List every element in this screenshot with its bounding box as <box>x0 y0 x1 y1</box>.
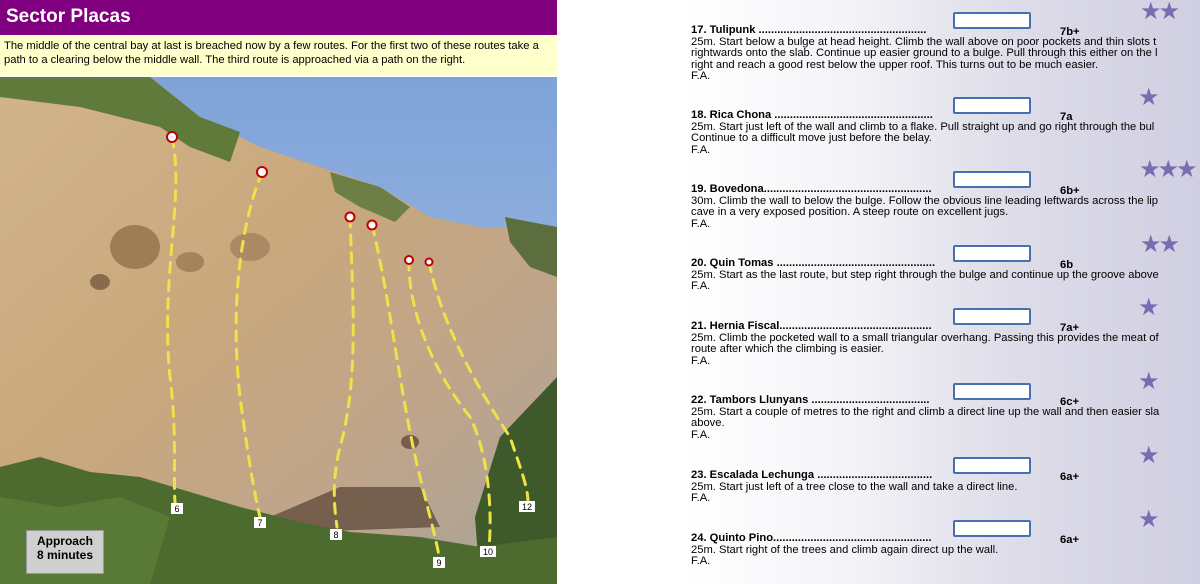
route-entry <box>691 258 1200 293</box>
anchor-marker <box>167 132 177 142</box>
route-entry <box>691 321 1200 367</box>
route-fa: F.A. <box>691 428 711 441</box>
sector-title-bar <box>0 0 557 35</box>
route-fa: F.A. <box>691 354 711 367</box>
route-entry <box>691 25 1200 83</box>
route-entry <box>691 533 1200 568</box>
route-description: 30m. Climb the wall to below the bulge. Follow the obvious line leading leftwards across the lip cave in a very exposed position. A steep route on excellent jugs. <box>691 194 1159 218</box>
route-grade: 6a+ <box>1060 471 1079 483</box>
route-number-label: 12 <box>521 502 533 512</box>
route-heading: 20. Quin Tomas ................................................... <box>691 258 936 269</box>
topo-panel <box>0 0 557 584</box>
route-grade: 6b+ <box>1060 185 1080 197</box>
approach-time: 8 minutes <box>36 548 93 562</box>
tick-box[interactable] <box>953 520 1031 537</box>
anchor-marker <box>426 259 433 266</box>
anchor-marker <box>257 167 267 177</box>
route-heading: 23. Escalada Lechunga ..................................... <box>691 470 933 481</box>
route-grade: 6a+ <box>1060 534 1079 546</box>
star-rating-icon: ★★★ <box>1139 156 1195 183</box>
star-rating-icon: ★ <box>1138 368 1157 395</box>
sector-title: Sector Placas <box>6 6 131 27</box>
route-heading: 17. Tulipunk ...................................................... <box>691 25 927 36</box>
route-fa: F.A. <box>691 217 711 230</box>
tick-box[interactable] <box>953 97 1031 114</box>
route-description: 25m. Start right of the trees and climb again direct up the wall. <box>691 543 999 556</box>
star-rating-icon: ★★ <box>1140 231 1178 258</box>
tick-box[interactable] <box>953 457 1031 474</box>
route-number-label: 9 <box>436 558 442 568</box>
route-heading: 21. Hernia Fiscal................................................. <box>691 321 932 332</box>
route-entry <box>691 110 1200 156</box>
approach-box <box>26 530 104 574</box>
star-rating-icon: ★★ <box>1140 0 1178 25</box>
route-description: 25m. Start just left of a tree close to the wall and take a direct line. <box>691 480 1018 493</box>
sector-intro: The middle of the central bay at last is breached now by a few routes. For the first two of these routes take a path to a clearing below the middle wall. The third route is approached via a path on the right. <box>0 36 557 76</box>
tick-box[interactable] <box>953 12 1031 29</box>
tick-box[interactable] <box>953 245 1031 262</box>
route-number-label: 6 <box>174 504 180 514</box>
route-description: 25m. Start a couple of metres to the right and climb a direct line up the wall and then easier sla above. <box>691 405 1160 429</box>
route-grade: 7b+ <box>1060 26 1080 38</box>
route-grade: 7a+ <box>1060 322 1079 334</box>
route-fa: F.A. <box>691 143 711 156</box>
crag-photo <box>0 77 557 584</box>
route-fa: F.A. <box>691 492 711 504</box>
route-heading: 19. Bovedona...................................................... <box>691 184 932 195</box>
route-description: 25m. Start below a bulge at head height. Climb the wall above on poor pockets and thin slots t rightwards onto the slab. Continue up easier ground to a bulge. Pull through this either on the l right and reach a good rest below the upper roof. This turns out to be much easier. <box>691 35 1158 71</box>
star-rating-icon: ★ <box>1138 84 1157 111</box>
route-entry <box>691 184 1200 230</box>
star-rating-icon: ★ <box>1138 294 1157 321</box>
route-fa: F.A. <box>691 70 711 82</box>
route-heading: 18. Rica Chona ................................................... <box>691 110 933 121</box>
route-description: 25m. Start just left of the wall and climb to a flake. Pull straight up and go right through the bul Continue to a difficult move just before the belay. <box>691 120 1155 144</box>
route-description: 25m. Climb the pocketed wall to a small triangular overhang. Passing this provides the meat of route after which the climbing is easier. <box>691 331 1159 355</box>
tick-box[interactable] <box>953 308 1031 325</box>
route-fa: F.A. <box>691 280 711 292</box>
route-number-label: 8 <box>333 530 339 540</box>
route-grade: 6b <box>1060 259 1074 271</box>
route-heading: 22. Tambors Llunyans ...................................... <box>691 395 930 406</box>
route-heading: 24. Quinto Pino................................................... <box>691 533 932 544</box>
approach-label: Approach <box>36 534 93 548</box>
route-grade: 6c+ <box>1060 396 1079 408</box>
route-number-label: 10 <box>482 547 494 557</box>
anchor-marker <box>368 221 377 230</box>
star-rating-icon: ★ <box>1138 506 1157 533</box>
tick-box[interactable] <box>953 383 1031 400</box>
tick-box[interactable] <box>953 171 1031 188</box>
anchor-marker <box>405 256 413 264</box>
route-fa: F.A. <box>691 555 711 567</box>
route-grade: 7a <box>1060 111 1073 123</box>
route-entry <box>691 395 1200 441</box>
route-description: 25m. Start as the last route, but step right through the bulge and continue up the groove above <box>691 268 1159 281</box>
star-rating-icon: ★ <box>1138 442 1157 469</box>
anchor-marker <box>346 213 355 222</box>
route-entry <box>691 470 1200 505</box>
route-number-label: 7 <box>257 518 263 528</box>
